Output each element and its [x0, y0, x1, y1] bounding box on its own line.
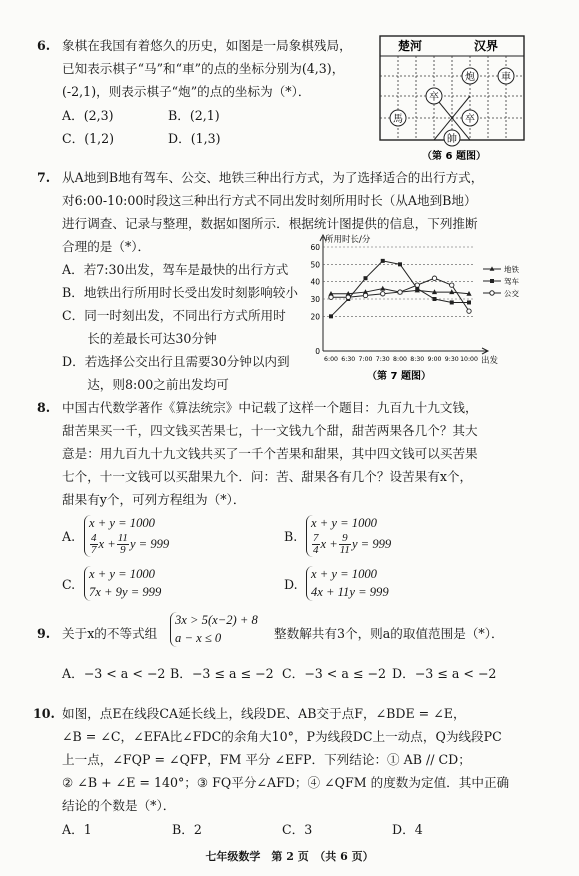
legend-marker-2: [490, 291, 494, 295]
q6-number: 6.: [37, 38, 51, 53]
river-right-label: 汉界: [474, 39, 499, 53]
q7-text-line1: 从A地到B地有驾车、公交、地铁三种出行方式，为了选择适合的出行方式，: [62, 170, 484, 185]
q8-c-eq2: 7x + 9y = 999: [89, 584, 162, 599]
q8-c-eq1: x + y = 1000: [89, 567, 155, 581]
point-1-3: [381, 259, 385, 263]
q8-option-b-label: B.: [284, 529, 298, 544]
y-tick-label-3: 40: [310, 277, 320, 287]
point-0-3: [380, 286, 385, 291]
svg-text:車: 車: [501, 72, 511, 83]
svg-text:卒: 卒: [465, 114, 475, 125]
q6-option-a[interactable]: A．(2,3): [62, 108, 114, 123]
y-axis-label: 所用时长/分: [325, 235, 371, 245]
q10-text-line1: 如图，点E在线段CA延长线上，线段DE、AB交于点F，∠BDE = ∠E，: [62, 706, 466, 721]
q7-option-b[interactable]: B．地铁出行所用时长受出发时刻影响较小: [62, 285, 298, 300]
svg-text:帥: 帥: [447, 134, 457, 145]
point-1-7: [450, 300, 454, 304]
q10-text-line2: ∠B = ∠C，∠EFA比∠FDC的余角大10°，P为线段DC上一动点，Q为线段PC: [62, 729, 502, 744]
point-1-2: [364, 276, 368, 280]
q6-text-line3: (-2,1)，则表示棋子“炮”的点的坐标为（*）．: [62, 84, 311, 99]
page-footer: 七年级数学 第 2 页 （共 6 页）: [205, 850, 374, 863]
svg-text:炮: 炮: [465, 72, 475, 83]
legend-marker-1: [490, 279, 494, 283]
legend-label-2: 公交: [504, 289, 519, 298]
q8-b-eq1: x + y = 1000: [311, 516, 377, 530]
legend-label-0: 地铁: [504, 265, 519, 274]
q9-lead-text: 关于x的不等式组: [62, 626, 158, 641]
q7-chart-caption: （第 7 题图）: [367, 371, 431, 382]
y-tick-label-2: 30: [310, 295, 320, 304]
q7-text-line3: 进行调查、记录与整理，数据如图所示．根据统计图提供的信息，下列推断: [62, 216, 478, 231]
x-tick-label-5: 8:30: [410, 356, 425, 363]
q8-text-line1: 中国古代数学著作《算法统宗》中记载了这样一个题目：九百九十九文钱，: [62, 400, 478, 415]
y-tick-label-0: 0: [315, 347, 320, 356]
point-2-3: [381, 292, 385, 296]
q7-option-c-cont: 长的差最长可达30分钟: [62, 331, 217, 346]
x-tick-label-8: 10:00: [460, 356, 478, 363]
x-tick-label-2: 7:00: [358, 356, 373, 363]
x-tick-label-4: 8:00: [393, 356, 407, 363]
q8-option-c-label: C.: [62, 577, 76, 592]
point-2-2: [363, 293, 367, 297]
x-tick-label-1: 6:30: [341, 356, 356, 363]
point-2-8: [467, 309, 471, 313]
q8-a-eq2: y = 999: [129, 536, 170, 551]
point-2-4: [398, 290, 402, 294]
q8-text-line3: 意是：用九百九十九文钱共买了一千个苦果和甜果，其中四文钱可以买苦果: [62, 446, 478, 461]
q7-line-chart: [303, 233, 535, 385]
q10-text-line3: 上一点，∠FQP = ∠QFP，FM 平分 ∠EFP．下列结论：① AB // CD；: [62, 752, 471, 767]
point-1-8: [467, 300, 471, 304]
q6-option-b[interactable]: B．(2,1): [168, 108, 220, 123]
svg-text:馬: 馬: [393, 114, 403, 125]
x-axis-label: 出发: [481, 356, 499, 366]
q9-option-b[interactable]: B．−3 ≤ a ≤ −2: [170, 666, 274, 681]
chess-piece-zu-1: [426, 88, 442, 104]
q7-option-c[interactable]: C．同一时刻出发，不同出行方式所用时: [62, 308, 286, 323]
point-1-0: [329, 314, 333, 318]
point-2-7: [450, 283, 454, 287]
q7-option-a[interactable]: A．若7:30出发，驾车是最快的出行方式: [62, 262, 289, 277]
q9-inequality-system: [170, 612, 277, 647]
q8-text-line5: 甜果有y个，可列方程组为（*）．: [62, 492, 246, 507]
point-2-1: [346, 295, 350, 299]
y-tick-label-1: 20: [310, 312, 320, 322]
q6-option-c[interactable]: C．(1,2): [62, 131, 115, 146]
svg-text:卒: 卒: [429, 92, 439, 103]
q8-text-line2: 甜苦果买一千，四文钱买苦果七，十一文钱九个甜，甜苦两果各几个？其大: [62, 423, 478, 438]
river-left-label: 楚河: [398, 39, 423, 53]
q6-figure-caption: （第 6 题图）: [422, 151, 486, 162]
q9-ineq2: a − x ≤ 0: [175, 630, 222, 645]
q9-tail-text: 整数解共有3个，则a的取值范围是（*）．: [274, 626, 504, 641]
q9-option-c[interactable]: C．−3 < a ≤ −2: [282, 666, 386, 681]
q6-option-d[interactable]: D．(1,3): [168, 131, 221, 146]
q8-option-d-label: D.: [284, 577, 298, 592]
q8-option-a-label: A.: [62, 529, 76, 544]
q9-option-d[interactable]: D．−3 ≤ a < −2: [392, 666, 497, 681]
x-tick-label-6: 9:00: [427, 356, 442, 363]
q6-text-line1: 象棋在我国有着悠久的历史，如图是一局象棋残局，: [62, 38, 352, 53]
q9-option-a[interactable]: A．−3 < a < −2: [62, 666, 166, 681]
q8-d-eq1: x + y = 1000: [311, 567, 377, 581]
y-tick-label-4: 50: [310, 260, 320, 270]
point-1-4: [398, 262, 402, 266]
q8-a-eq1: x + y = 1000: [89, 516, 155, 530]
q6-text-line2: 已知表示棋子“马”和“車”的点的坐标分别为(4,3)，: [62, 61, 345, 76]
chess-piece-ma: [390, 110, 406, 126]
q7-option-d[interactable]: D．若选择公交出行且需要30分钟以内到: [62, 354, 290, 369]
q8-number: 8.: [37, 400, 51, 415]
q7-number: 7.: [37, 170, 51, 185]
point-2-5: [415, 283, 419, 287]
chess-piece-shuai: [444, 130, 460, 146]
q10-option-d[interactable]: D．4: [392, 822, 423, 837]
point-2-6: [432, 276, 436, 280]
x-tick-label-3: 7:30: [375, 356, 390, 363]
legend-label-1: 驾车: [504, 277, 519, 286]
q7-text-line2: 对6:00-10:00时段这三种出行方式不同出发时刻所用时长（从A地到B地）: [62, 193, 477, 208]
chess-piece-zu-2: [462, 110, 478, 126]
q7-text-line4: 合理的是（*）．: [62, 239, 151, 254]
chess-piece-che: [498, 68, 514, 84]
x-tick-label-7: 9:30: [444, 356, 459, 363]
q10-option-b[interactable]: B．2: [172, 822, 202, 837]
q7-option-d-cont: 达，则8:00之前出发均可: [62, 377, 229, 392]
q10-number: 10.: [33, 706, 55, 721]
point-2-0: [329, 295, 333, 299]
chess-piece-pao: [462, 68, 478, 84]
q9-number: 9.: [37, 626, 51, 641]
q8-d-eq2: 4x + 11y = 999: [311, 584, 389, 599]
y-tick-label-5: 60: [310, 243, 320, 252]
chess-board-figure: [378, 34, 530, 164]
q9-ineq1: 3x > 5(x−2) + 8: [175, 613, 258, 627]
x-tick-label-0: 6:00: [324, 356, 338, 363]
q8-b-eq2: y = 999: [351, 536, 392, 551]
q10-option-c[interactable]: C．3: [282, 822, 313, 837]
q8-text-line4: 七个，十一文钱可以买甜果九个．问：苦、甜果各有几个？设苦果有x个，: [62, 469, 473, 484]
q10-option-a[interactable]: A．1: [62, 822, 92, 837]
series-line-1: [331, 261, 469, 316]
q10-text-line4: ② ∠B + ∠E = 140°；③ FQ平分∠AFD；④ ∠QFM 的度数为定值．其中正确: [62, 775, 510, 790]
point-1-6: [433, 297, 437, 301]
q10-text-line5: 结论的个数是（*）．: [62, 798, 176, 813]
